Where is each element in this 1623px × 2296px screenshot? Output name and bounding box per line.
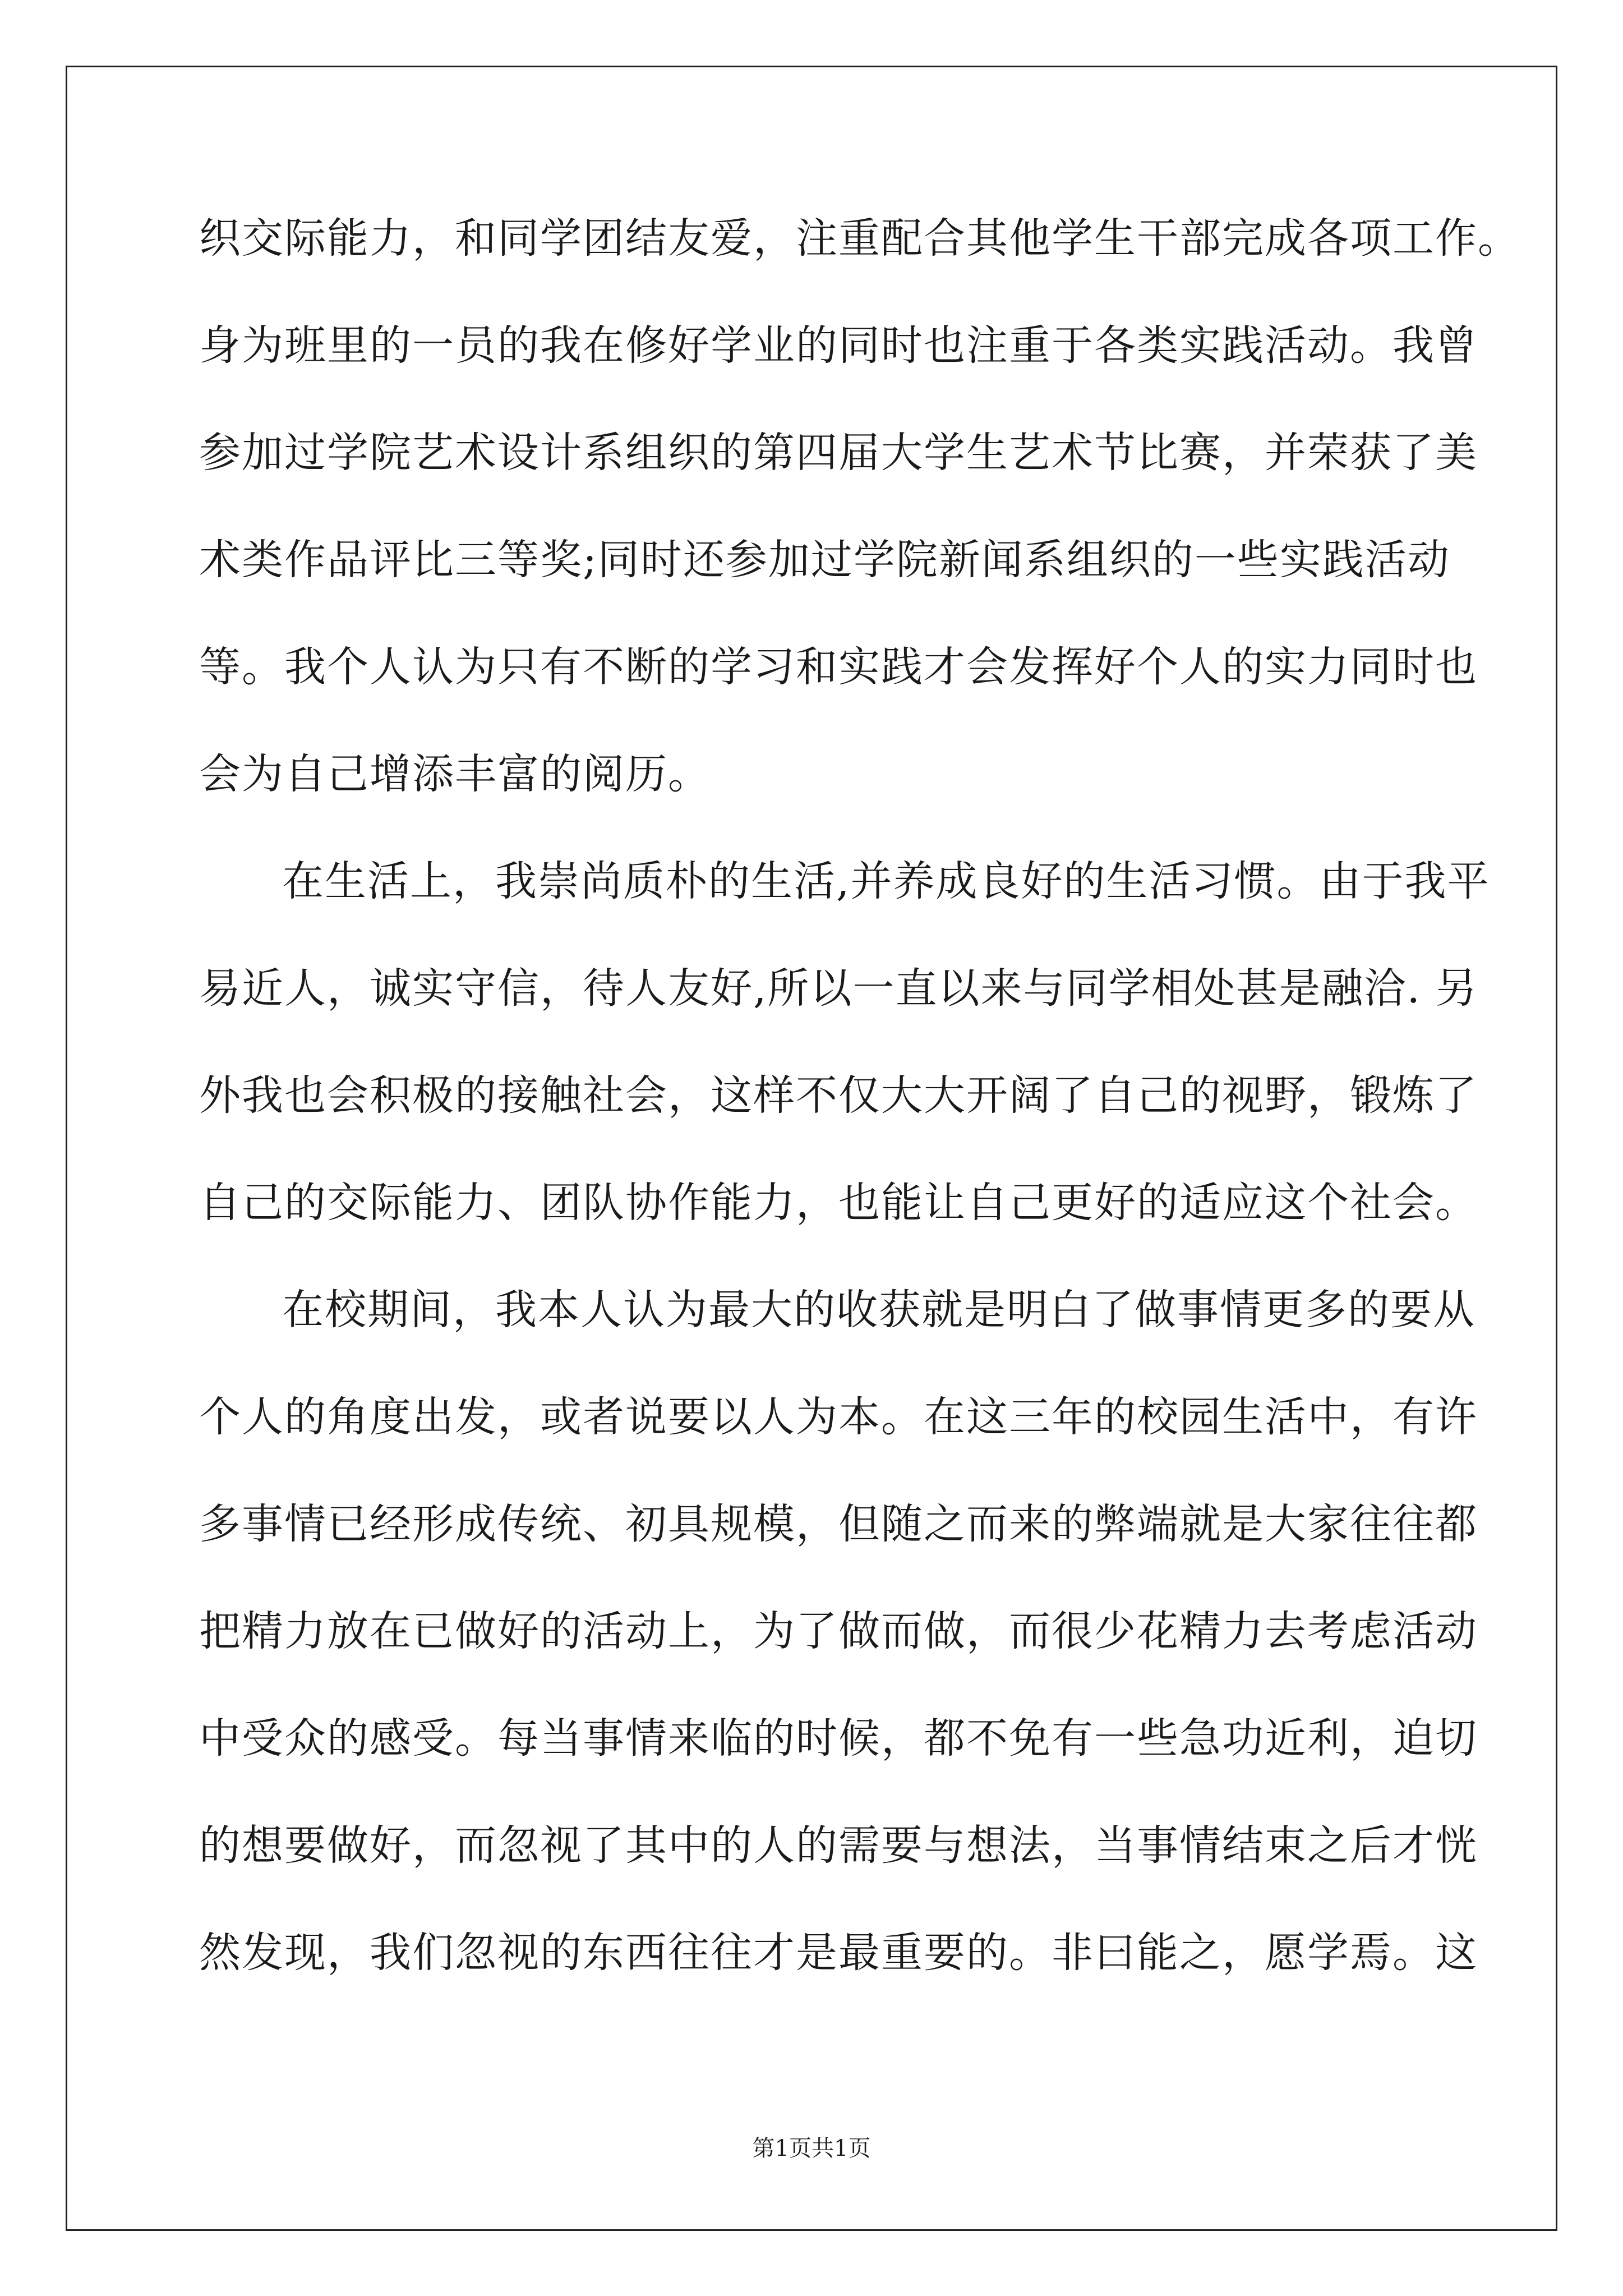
text-line: 的想要做好，而忽视了其中的人的需要与想法，当事情结束之后才恍 bbox=[199, 1821, 1478, 1870]
paragraph-start-line: 在校期间，我本人认为最大的收获就是明白了做事情更多的要从 bbox=[282, 1286, 1476, 1334]
text-line: 参加过学院艺术设计系组织的第四届大学生艺术节比赛，并荣获了美 bbox=[199, 429, 1478, 477]
text-line: 会为自己增添丰富的阅历。 bbox=[199, 750, 711, 798]
text-line: 术类作品评比三等奖;同时还参加过学院新闻系组织的一些实践活动 bbox=[199, 536, 1450, 584]
text-line: 个人的角度出发，或者说要以人为本。在这三年的校园生活中，有许 bbox=[199, 1393, 1478, 1441]
text-line: 身为班里的一员的我在修好学业的同时也注重于各类实践活动。我曾 bbox=[199, 321, 1478, 370]
body-text bbox=[199, 185, 1520, 2007]
text-line: 中受众的感受。每当事情来临的时候，都不免有一些急功近利，迫切 bbox=[199, 1714, 1478, 1763]
text-line: 然发现，我们忽视的东西往往才是最重要的。非曰能之，愿学焉。这 bbox=[199, 1929, 1478, 1977]
text-line: 把精力放在已做好的活动上，为了做而做，而很少花精力去考虑活动 bbox=[199, 1607, 1478, 1655]
text-line: 自己的交际能力、团队协作能力，也能让自己更好的适应这个社会。 bbox=[199, 1179, 1478, 1227]
text-line: 易近人，诚实守信，待人友好,所以一直以来与同学相处甚是融洽. 另 bbox=[199, 964, 1478, 1013]
text-line: 外我也会积极的接触社会，这样不仅大大开阔了自己的视野，锻炼了 bbox=[199, 1071, 1478, 1120]
paragraph-start-line: 在生活上，我崇尚质朴的生活,并养成良好的生活习惯。由于我平 bbox=[282, 857, 1490, 905]
text-line: 等。我个人认为只有不断的学习和实践才会发挥好个人的实力同时也 bbox=[199, 643, 1478, 691]
page-footer bbox=[0, 2134, 1623, 2162]
text-line: 织交际能力，和同学团结友爱，注重配合其他学生干部完成各项工作。 bbox=[199, 214, 1520, 263]
text-line: 多事情已经形成传统、初具规模，但随之而来的弊端就是大家往往都 bbox=[199, 1500, 1478, 1548]
total-pages: 共1页 bbox=[811, 2136, 871, 2161]
page-number: 第1页 bbox=[752, 2136, 811, 2161]
